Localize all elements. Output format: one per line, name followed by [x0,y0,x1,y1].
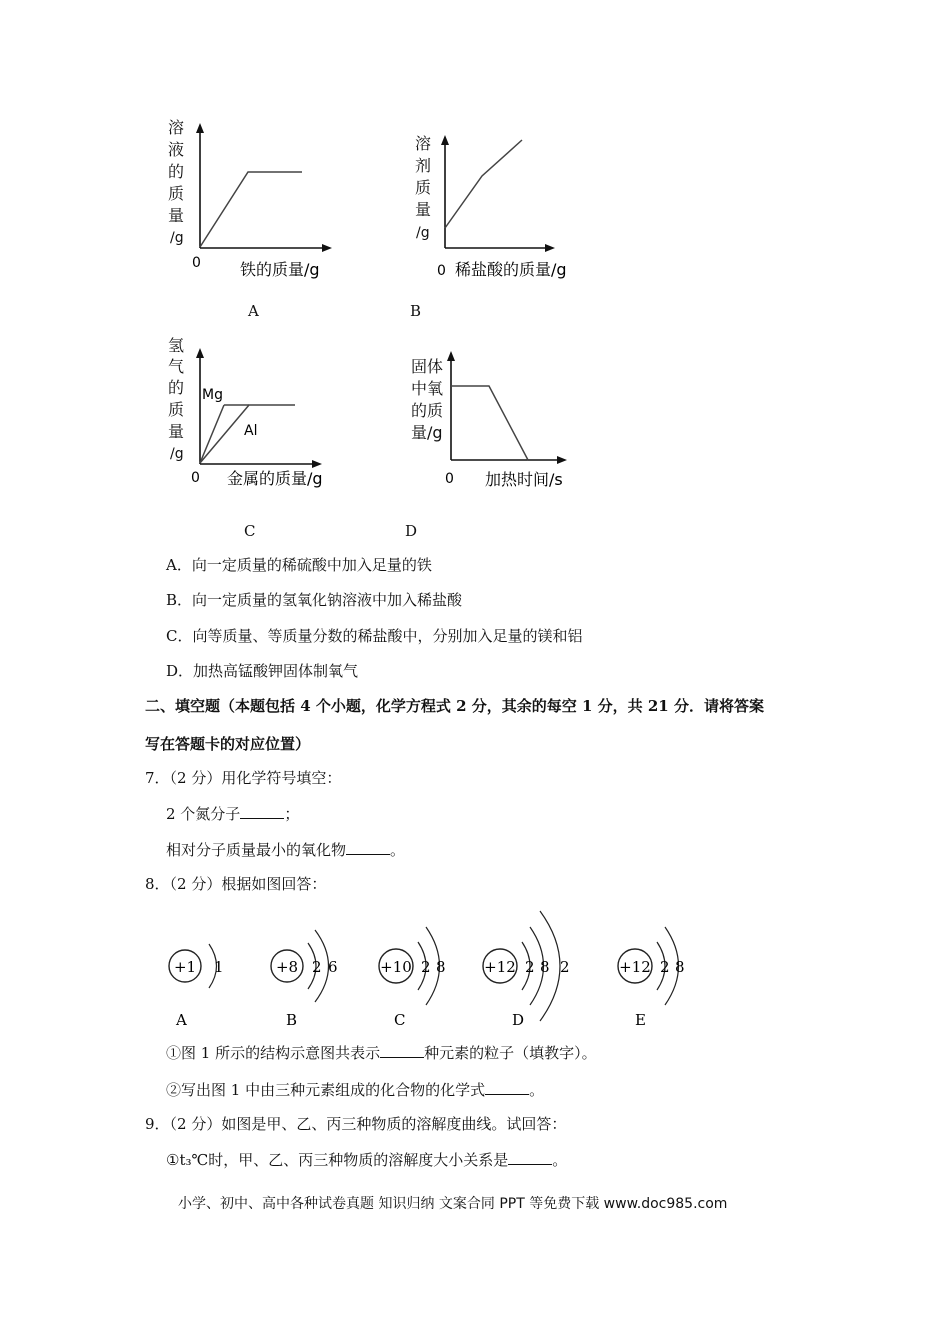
atom-b-label: B [286,1011,298,1029]
graph-d [405,340,595,495]
q9-sub1 [166,1150,567,1170]
atom-e-shell-2: 8 [675,958,685,976]
q8-sub1-tail: 种元素的粒子（填教字）。 [424,1044,597,1062]
graph-c-mg-label: Mg [202,387,223,403]
atom-a [169,944,224,1029]
atom-a-shell-1: 1 [214,958,224,976]
q8-sub1 [166,1043,597,1063]
q8-sub2-text: ②写出图 1 中由三种元素组成的化合物的化学式 [166,1081,486,1099]
answer-blank[interactable] [485,1080,529,1095]
graph-a-caption: A [248,302,259,320]
arrow-up-icon [441,135,449,145]
q7-item-a [166,804,299,824]
graph-a-origin: 0 [192,255,201,271]
atom-b-nucleus: +8 [275,958,299,976]
atom-e [618,927,685,1029]
atom-e-label: E [635,1011,646,1029]
graph-b-curve [445,140,522,228]
q7-item-b-text: 相对分子质量最小的氧化物 [166,841,347,859]
atom-c-label: C [394,1011,406,1029]
svg-text:量: 量 [168,206,185,225]
arrow-up-icon [196,123,204,133]
graph-c-ylabel [168,336,184,462]
graph-d-origin: 0 [445,471,454,487]
arrow-up-icon [196,348,204,358]
atom-b [271,930,338,1029]
atom-c-shell-1: 2 [421,958,431,976]
arrow-right-icon [557,456,567,464]
q8-sub2 [166,1080,544,1100]
arrow-right-icon [322,244,332,252]
svg-text:/g: /g [170,230,184,246]
q8-sub2-tail: 。 [529,1081,545,1099]
q9-stem: 9．（2 分）如图是甲、乙、丙三种物质的溶解度曲线。试回答： [145,1115,567,1133]
atom-c-nucleus: +10 [380,958,412,976]
svg-text:氢: 氢 [168,336,185,355]
graph-c-origin: 0 [191,470,200,486]
svg-text:剂: 剂 [415,156,432,175]
atom-b-shell-2: 6 [328,958,338,976]
atom-c [379,927,446,1029]
svg-text:溶: 溶 [168,118,185,137]
graph-b [405,115,595,290]
graph-c-al-label: Al [244,423,258,439]
atom-d-nucleus: +12 [484,958,516,976]
atom-d [483,911,570,1029]
arrow-right-icon [545,244,555,252]
graph-c-mg-line [200,405,224,463]
svg-text:中氧: 中氧 [411,379,444,398]
graph-c [160,335,350,495]
graph-a [160,115,350,290]
graph-d-curve [451,386,528,460]
svg-text:/g: /g [170,446,184,462]
q7-item-a-tail: ； [284,805,300,823]
atom-d-shell-3: 2 [560,958,570,976]
arrow-up-icon [447,351,455,361]
answer-blank[interactable] [508,1150,552,1165]
atom-c-shell-2: 8 [436,958,446,976]
answer-blank[interactable] [240,804,284,819]
atom-a-label: A [176,1011,187,1029]
atom-e-nucleus: +12 [619,958,651,976]
atom-b-shell-1: 2 [312,958,322,976]
svg-text:质: 质 [168,184,185,203]
q7-item-b-tail: 。 [390,841,406,859]
graph-a-curve [200,172,302,247]
graph-d-xlabel: 加热时间/s [485,470,563,489]
svg-text:/g: /g [416,225,430,241]
svg-text:质: 质 [415,178,432,197]
atom-diagrams [160,905,720,1035]
q8-stem: 8．（2 分）根据如图回答： [145,875,327,893]
option-c: C．向等质量、等质量分数的稀盐酸中，分别加入足量的镁和铝 [166,627,583,645]
graph-d-caption: D [405,522,418,540]
svg-text:量: 量 [415,200,432,219]
section-heading-cont: 写在答题卡的对应位置） [145,735,311,753]
arrow-right-icon [312,460,322,468]
graph-b-ylabel [415,134,431,241]
q7-item-a-text: 2 个氮分子 [166,805,241,823]
atom-e-shell-1: 2 [660,958,670,976]
svg-text:固体: 固体 [411,357,444,376]
graph-a-ylabel [168,118,184,246]
atom-d-label: D [512,1011,525,1029]
svg-text:的: 的 [168,162,185,181]
option-b: B．向一定质量的氢氧化钠溶液中加入稀盐酸 [166,591,463,609]
svg-text:质: 质 [168,400,185,419]
graph-c-caption: C [244,522,256,540]
graph-b-xlabel: 稀盐酸的质量/g [455,260,567,279]
graph-b-caption: B [410,302,422,320]
svg-text:量/g: 量/g [411,423,443,442]
answer-blank[interactable] [346,840,390,855]
svg-text:的: 的 [168,378,185,397]
option-a: A．向一定质量的稀硫酸中加入足量的铁 [166,556,432,574]
graph-a-xlabel: 铁的质量/g [240,260,320,279]
svg-text:液: 液 [168,140,185,159]
option-d: D．加热高锰酸钾固体制氧气 [166,662,359,680]
atom-d-shell-2: 8 [540,958,550,976]
q8-sub1-text: ①图 1 所示的结构示意图共表示 [166,1044,381,1062]
atom-d-shell-1: 2 [525,958,535,976]
atom-a-nucleus: +1 [173,958,197,976]
q9-sub1-tail: 。 [552,1151,568,1169]
graph-b-origin: 0 [437,263,446,279]
svg-text:的质: 的质 [411,401,444,420]
svg-text:量: 量 [168,422,185,441]
answer-blank[interactable] [380,1043,424,1058]
svg-text:气: 气 [168,357,185,376]
graph-c-xlabel: 金属的质量/g [227,469,323,488]
q9-sub1-text: ①t₃℃时，甲、乙、丙三种物质的溶解度大小关系是 [166,1151,509,1169]
page-footer: 小学、初中、高中各种试卷真题 知识归纳 文案合同 PPT 等免费下载 www.doc985.com [178,1196,728,1212]
q7-stem: 7．（2 分）用化学符号填空： [145,769,342,787]
q7-item-b [166,840,405,860]
section-heading: 二、填空题（本题包括 4 个小题，化学方程式 2 分，其余的每空 1 分，共 21 分．请将答案 [145,697,764,715]
graph-d-ylabel [411,357,443,442]
svg-text:溶: 溶 [415,134,432,153]
